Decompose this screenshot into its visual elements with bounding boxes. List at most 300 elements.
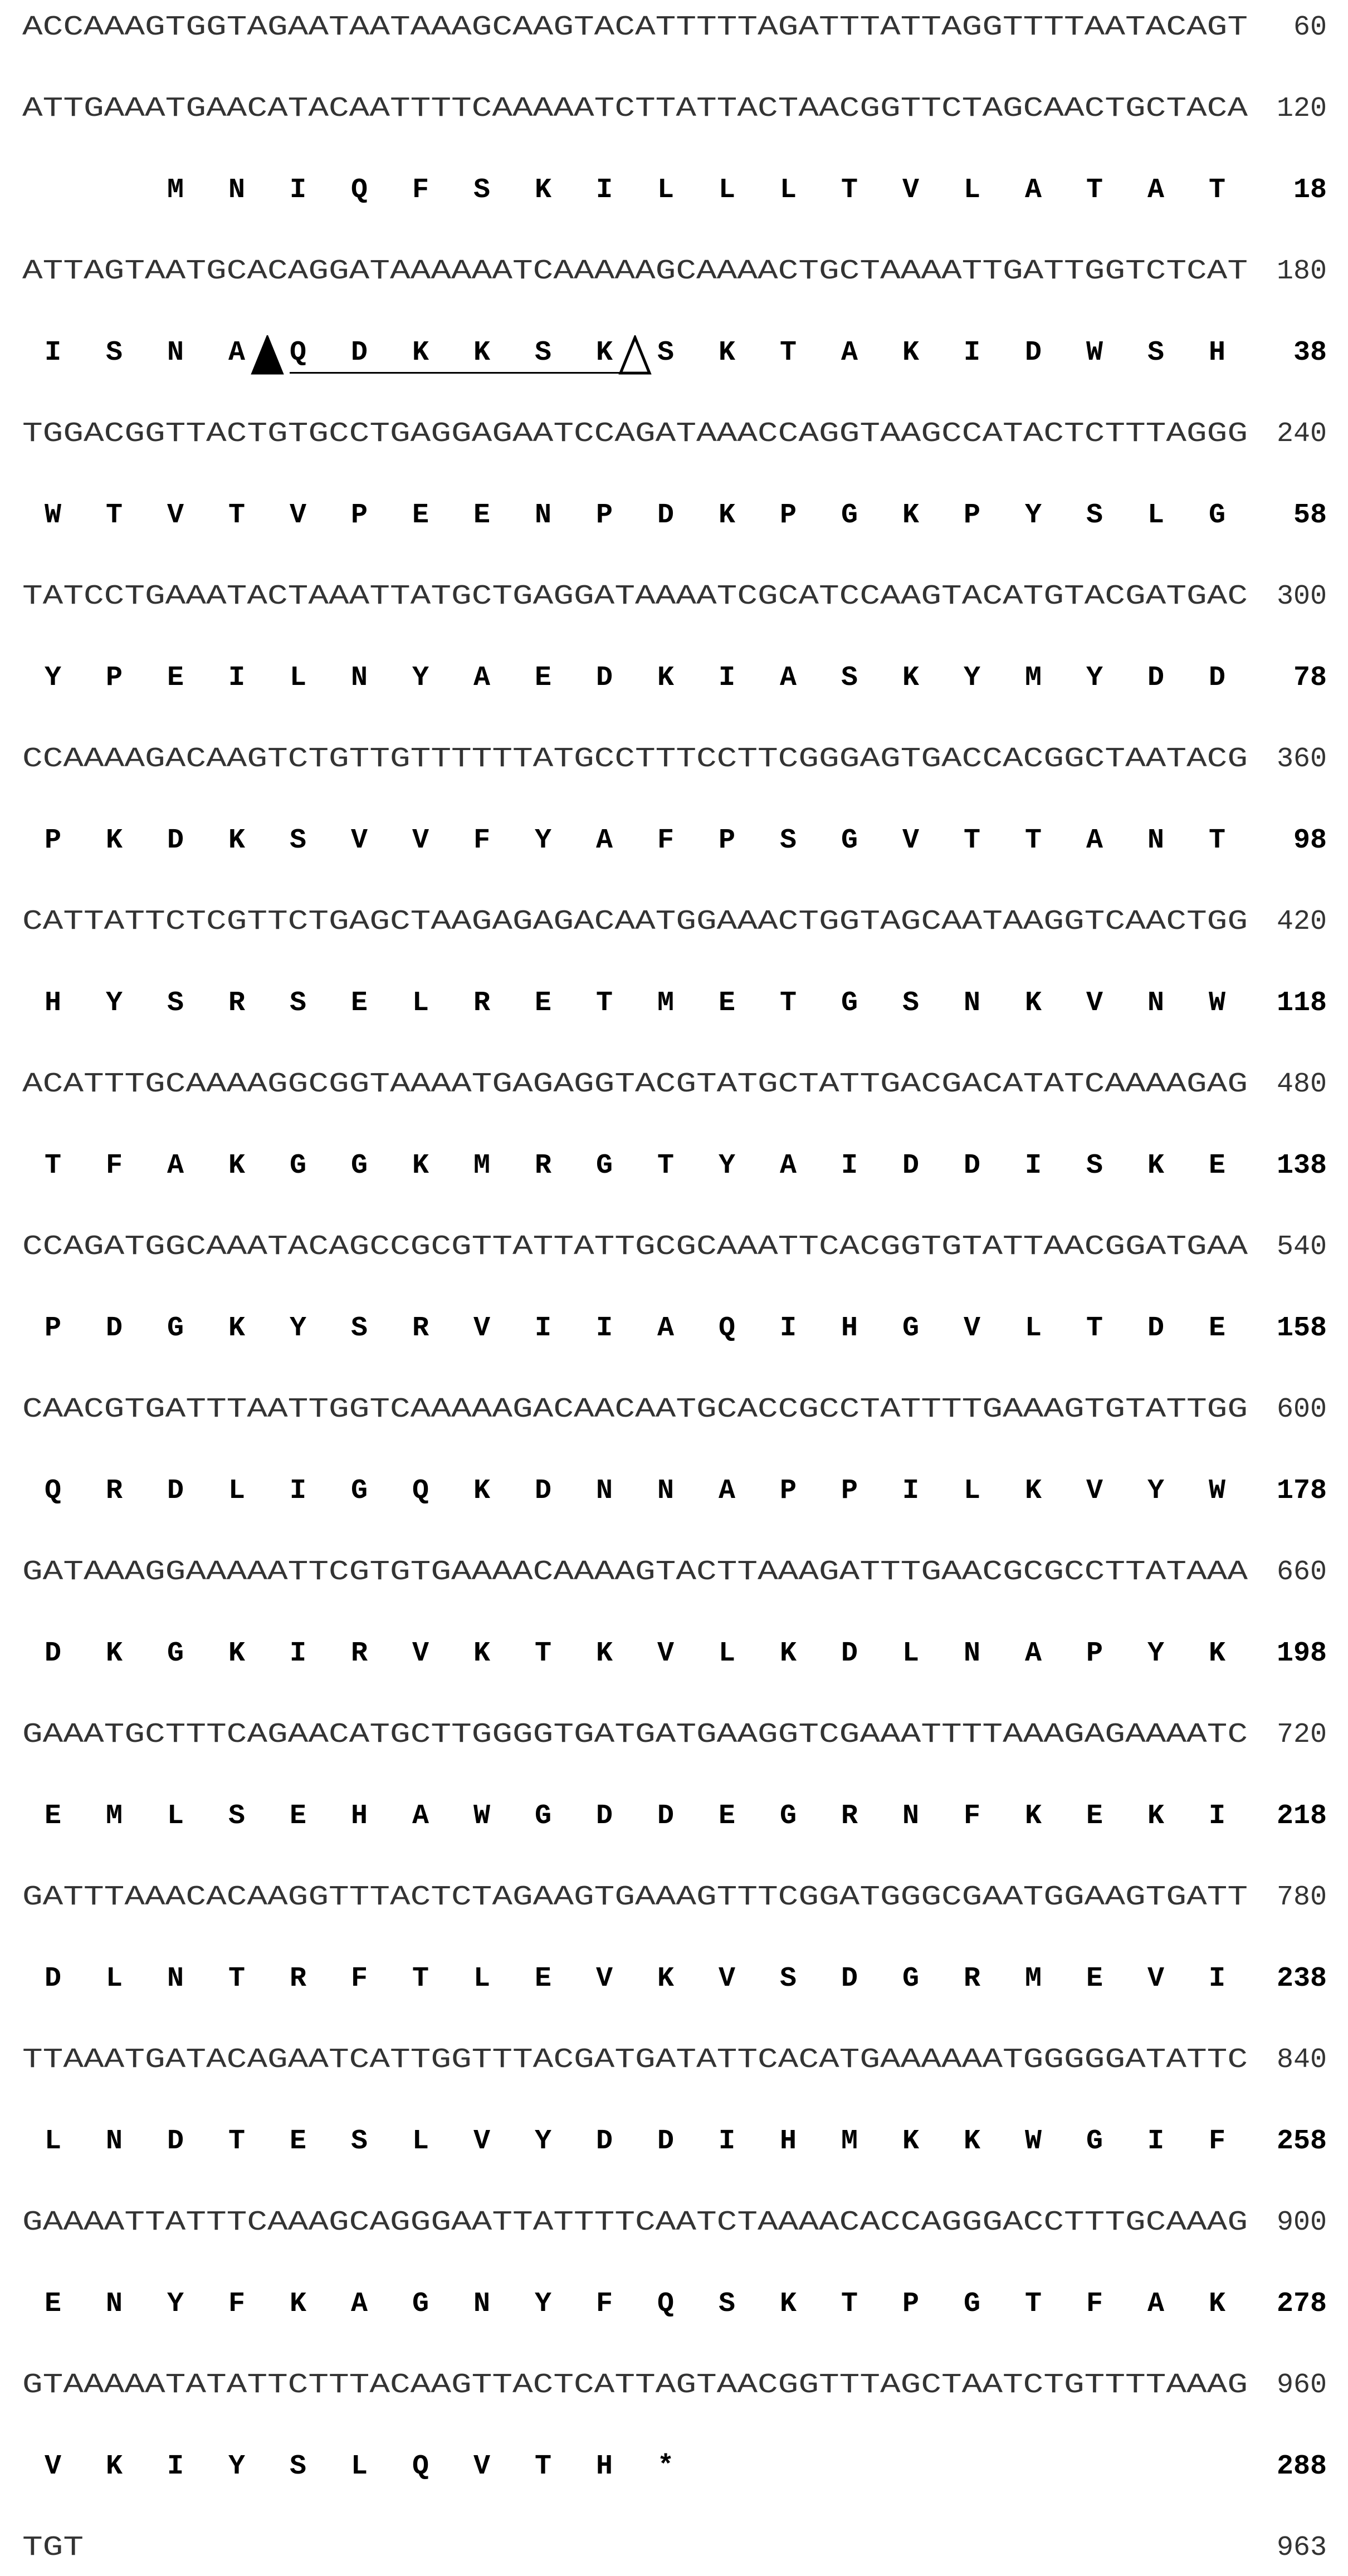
amino-acid: R <box>105 1475 123 1507</box>
amino-acid: K <box>473 337 490 369</box>
amino-acid: M <box>1024 662 1042 694</box>
amino-acid: T <box>841 174 858 206</box>
amino-acid: G <box>841 499 858 531</box>
amino-acid: D <box>534 1475 551 1507</box>
amino-acid: Y <box>1086 662 1103 694</box>
amino-acid: N <box>1147 825 1164 856</box>
amino-acid: P <box>1086 1638 1103 1669</box>
amino-acid: Y <box>718 1150 735 1182</box>
amino-acid: R <box>412 1313 429 1344</box>
amino-acid: D <box>44 1638 61 1669</box>
nucleotide-line <box>0 81 1348 137</box>
amino-acid: Y <box>1147 1475 1164 1507</box>
nucleotide-position-number: 300 <box>1276 581 1327 613</box>
amino-acid: D <box>44 1963 61 1995</box>
nucleotide-sequence: GAAAATTATTTCAAAGCAGGGAATTATTTTCAATCTAAAACACCAGGGACCTTTGCAAAG <box>22 2207 1248 2239</box>
amino-acid: S <box>718 2288 735 2320</box>
amino-acid: F <box>350 1963 368 1995</box>
amino-acid: D <box>350 337 368 369</box>
nucleotide-line <box>0 894 1348 950</box>
amino-acid: G <box>902 1963 919 1995</box>
residue-position-number: 78 <box>1293 662 1327 694</box>
amino-acid: I <box>595 174 613 206</box>
nucleotide-line <box>0 2033 1348 2088</box>
amino-acid: K <box>1208 1638 1225 1669</box>
amino-acid: K <box>1024 987 1042 1019</box>
amino-acid-line <box>0 163 1348 218</box>
amino-acid: L <box>228 1475 245 1507</box>
amino-acid: G <box>350 1150 368 1182</box>
amino-acid: R <box>963 1963 980 1995</box>
amino-acid: N <box>902 1800 919 1832</box>
amino-acid: H <box>1208 337 1225 369</box>
amino-acid: I <box>718 2126 735 2157</box>
amino-acid: A <box>1147 174 1164 206</box>
amino-acid: A <box>718 1475 735 1507</box>
nucleotide-sequence: GATTTAAACACAAGGTTTACTCTAGAAGTGAAAGTTTCGGATGGGCGAATGGAAGTGATT <box>22 1882 1248 1913</box>
amino-acid: D <box>841 1638 858 1669</box>
amino-acid: F <box>657 825 674 856</box>
amino-acid: N <box>534 499 551 531</box>
amino-acid: T <box>657 1150 674 1182</box>
amino-acid: I <box>718 662 735 694</box>
amino-acid: P <box>902 2288 919 2320</box>
amino-acid: G <box>534 1800 551 1832</box>
amino-acid: I <box>167 2451 184 2482</box>
amino-acid: E <box>1208 1313 1225 1344</box>
amino-acid: K <box>228 1150 245 1182</box>
nucleotide-line <box>0 569 1348 625</box>
amino-acid: L <box>44 2126 61 2157</box>
amino-acid: D <box>167 1475 184 1507</box>
nucleotide-sequence: TGGACGGTTACTGTGCCTGAGGAGAATCCAGATAAACCAGGTAAGCCATACTCTTTAGGG <box>22 418 1248 450</box>
amino-acid: A <box>167 1150 184 1182</box>
amino-acid: S <box>289 2451 306 2482</box>
residue-position-number: 178 <box>1276 1475 1327 1507</box>
amino-acid: V <box>595 1963 613 1995</box>
amino-acid: R <box>228 987 245 1019</box>
amino-acid: K <box>1208 2288 1225 2320</box>
amino-acid: T <box>534 2451 551 2482</box>
amino-acid: L <box>779 174 797 206</box>
amino-acid: K <box>718 337 735 369</box>
amino-acid: K <box>105 1638 123 1669</box>
amino-acid: P <box>350 499 368 531</box>
amino-acid: H <box>44 987 61 1019</box>
amino-acid: K <box>657 1963 674 1995</box>
amino-acid: D <box>657 2126 674 2157</box>
amino-acid-line <box>0 1626 1348 1682</box>
nucleotide-position-number: 720 <box>1276 1719 1327 1751</box>
amino-acid-line <box>0 1789 1348 1844</box>
amino-acid: Q <box>718 1313 735 1344</box>
amino-acid: D <box>105 1313 123 1344</box>
nucleotide-line <box>0 2358 1348 2413</box>
amino-acid: E <box>1086 1800 1103 1832</box>
amino-acid: T <box>228 1963 245 1995</box>
amino-acid: M <box>473 1150 490 1182</box>
amino-acid: I <box>289 174 306 206</box>
amino-acid: W <box>1208 987 1225 1019</box>
amino-acid: E <box>1086 1963 1103 1995</box>
nucleotide-position-number: 180 <box>1276 256 1327 287</box>
amino-acid: L <box>1147 499 1164 531</box>
amino-acid: L <box>718 1638 735 1669</box>
amino-acid: E <box>718 987 735 1019</box>
amino-acid: L <box>350 2451 368 2482</box>
nucleotide-sequence: ATTGAAATGAACATACAATTTTCAAAAATCTTATTACTAACGGTTCTAGCAACTGCTACA <box>22 93 1248 125</box>
amino-acid: D <box>657 1800 674 1832</box>
amino-acid: S <box>657 337 674 369</box>
amino-acid: L <box>902 1638 919 1669</box>
amino-acid: V <box>44 2451 61 2482</box>
amino-acid: L <box>963 1475 980 1507</box>
amino-acid: G <box>1086 2126 1103 2157</box>
amino-acid: P <box>44 825 61 856</box>
nucleotide-position-number: 960 <box>1276 2369 1327 2401</box>
amino-acid: I <box>779 1313 797 1344</box>
amino-acid: K <box>228 1638 245 1669</box>
amino-acid: W <box>44 499 61 531</box>
nucleotide-position-number: 900 <box>1276 2207 1327 2239</box>
nucleotide-sequence: CATTATTCTCGTTCTGAGCTAAGAGAGACAATGGAAACTGGTAGCAATAAGGTCAACTGG <box>22 906 1248 938</box>
amino-acid: G <box>1208 499 1225 531</box>
amino-acid: L <box>167 1800 184 1832</box>
amino-acid: K <box>1147 1800 1164 1832</box>
amino-acid: T <box>228 2126 245 2157</box>
amino-acid: D <box>167 825 184 856</box>
amino-acid: A <box>1024 174 1042 206</box>
amino-acid: T <box>779 987 797 1019</box>
amino-acid: N <box>1147 987 1164 1019</box>
amino-acid: D <box>595 662 613 694</box>
amino-acid: L <box>657 174 674 206</box>
amino-acid: G <box>350 1475 368 1507</box>
amino-acid: S <box>350 2126 368 2157</box>
amino-acid: S <box>1086 499 1103 531</box>
amino-acid: T <box>534 1638 551 1669</box>
amino-acid: S <box>289 825 306 856</box>
amino-acid: S <box>779 1963 797 1995</box>
amino-acid-line <box>0 2114 1348 2169</box>
residue-position-number: 118 <box>1276 987 1327 1019</box>
amino-acid: R <box>289 1963 306 1995</box>
nucleotide-line <box>0 1382 1348 1438</box>
amino-acid: L <box>105 1963 123 1995</box>
amino-acid: P <box>779 499 797 531</box>
amino-acid: E <box>167 662 184 694</box>
nucleotide-position-number: 60 <box>1293 12 1327 43</box>
residue-position-number: 278 <box>1276 2288 1327 2320</box>
amino-acid: A <box>473 662 490 694</box>
nucleotide-position-number: 420 <box>1276 906 1327 938</box>
amino-acid: I <box>963 337 980 369</box>
amino-acid: P <box>963 499 980 531</box>
amino-acid: Y <box>963 662 980 694</box>
amino-acid: W <box>1086 337 1103 369</box>
amino-acid: T <box>595 987 613 1019</box>
amino-acid: N <box>963 987 980 1019</box>
amino-acid: T <box>105 499 123 531</box>
residue-position-number: 18 <box>1293 174 1327 206</box>
amino-acid: N <box>105 2126 123 2157</box>
amino-acid: V <box>289 499 306 531</box>
amino-acid: E <box>289 2126 306 2157</box>
amino-acid: L <box>1024 1313 1042 1344</box>
amino-acid: G <box>841 825 858 856</box>
amino-acid-line <box>0 325 1348 381</box>
amino-acid: I <box>1024 1150 1042 1182</box>
nucleotide-sequence: CCAAAAGACAAGTCTGTTGTTTTTTATGCCTTTCCTTCGGGAGTGACCACGGCTAATACG <box>22 743 1248 775</box>
amino-acid: D <box>841 1963 858 1995</box>
amino-acid: * <box>657 2451 674 2482</box>
amino-acid: K <box>902 337 919 369</box>
amino-acid: G <box>963 2288 980 2320</box>
nucleotide-sequence: CCAGATGGCAAATACAGCCGCGTTATTATTGCGCAAATTCACGGTGTATTAACGGATGAA <box>22 1231 1248 1263</box>
amino-acid: Y <box>105 987 123 1019</box>
amino-acid: T <box>1208 174 1225 206</box>
amino-acid: S <box>1147 337 1164 369</box>
amino-acid: F <box>1208 2126 1225 2157</box>
amino-acid: S <box>1086 1150 1103 1182</box>
amino-acid: W <box>473 1800 490 1832</box>
amino-acid: K <box>105 2451 123 2482</box>
nucleotide-sequence: TATCCTGAAATACTAAATTATGCTGAGGATAAAATCGCATCCAAGTACATGTACGATGAC <box>22 581 1248 613</box>
amino-acid: V <box>1147 1963 1164 1995</box>
amino-acid: G <box>167 1638 184 1669</box>
amino-acid: K <box>718 499 735 531</box>
amino-acid: F <box>473 825 490 856</box>
nucleotide-position-number: 360 <box>1276 743 1327 775</box>
amino-acid: Y <box>534 2126 551 2157</box>
amino-acid: G <box>289 1150 306 1182</box>
amino-acid: A <box>412 1800 429 1832</box>
residue-position-number: 218 <box>1276 1800 1327 1832</box>
nucleotide-position-number: 780 <box>1276 1882 1327 1913</box>
amino-acid: G <box>902 1313 919 1344</box>
amino-acid: V <box>473 2451 490 2482</box>
amino-acid: G <box>412 2288 429 2320</box>
amino-acid: I <box>228 662 245 694</box>
amino-acid: K <box>473 1638 490 1669</box>
amino-acid: V <box>1086 1475 1103 1507</box>
amino-acid: K <box>1147 1150 1164 1182</box>
amino-acid: Q <box>44 1475 61 1507</box>
nucleotide-line <box>0 407 1348 462</box>
amino-acid: R <box>350 1638 368 1669</box>
nucleotide-sequence: GTAAAAATATATTCTTTACAAGTTACTCATTAGTAACGGTTTAGCTAATCTGTTTTAAAG <box>22 2369 1248 2401</box>
amino-acid: T <box>44 1150 61 1182</box>
residue-position-number: 98 <box>1293 825 1327 856</box>
amino-acid: Q <box>412 1475 429 1507</box>
amino-acid: K <box>1024 1475 1042 1507</box>
amino-acid-line <box>0 813 1348 869</box>
amino-acid: D <box>963 1150 980 1182</box>
nucleotide-sequence: CAACGTGATTTAATTGGTCAAAAAGACAACAATGCACCGCCTATTTTGAAAGTGTATTGG <box>22 1394 1248 1426</box>
amino-acid: F <box>963 1800 980 1832</box>
amino-acid: Y <box>228 2451 245 2482</box>
amino-acid: Y <box>534 825 551 856</box>
amino-acid: N <box>228 174 245 206</box>
amino-acid: L <box>289 662 306 694</box>
nucleotide-line <box>0 732 1348 787</box>
nucleotide-position-number: 240 <box>1276 418 1327 450</box>
amino-acid: P <box>779 1475 797 1507</box>
amino-acid: I <box>841 1150 858 1182</box>
amino-acid: I <box>44 337 61 369</box>
amino-acid: K <box>902 499 919 531</box>
amino-acid: Q <box>350 174 368 206</box>
amino-acid: V <box>473 2126 490 2157</box>
amino-acid: E <box>44 2288 61 2320</box>
amino-acid: V <box>718 1963 735 1995</box>
amino-acid: I <box>902 1475 919 1507</box>
amino-acid: E <box>534 1963 551 1995</box>
amino-acid: G <box>595 1150 613 1182</box>
amino-acid: T <box>1024 2288 1042 2320</box>
nucleotide-line <box>0 1545 1348 1600</box>
amino-acid: S <box>228 1800 245 1832</box>
amino-acid: S <box>902 987 919 1019</box>
amino-acid: Q <box>412 2451 429 2482</box>
amino-acid: K <box>595 1638 613 1669</box>
amino-acid: K <box>473 1475 490 1507</box>
amino-acid: K <box>228 825 245 856</box>
amino-acid-line <box>0 1463 1348 1519</box>
amino-acid: D <box>1147 1313 1164 1344</box>
amino-acid: A <box>595 825 613 856</box>
filled-triangle-icon <box>251 335 284 375</box>
amino-acid: E <box>718 1800 735 1832</box>
amino-acid: K <box>534 174 551 206</box>
amino-acid: E <box>412 499 429 531</box>
amino-acid: Y <box>1024 499 1042 531</box>
amino-acid: R <box>473 987 490 1019</box>
amino-acid: K <box>412 337 429 369</box>
amino-acid-line <box>0 1138 1348 1194</box>
amino-acid: A <box>1024 1638 1042 1669</box>
amino-acid: F <box>595 2288 613 2320</box>
amino-acid: R <box>841 1800 858 1832</box>
amino-acid: V <box>473 1313 490 1344</box>
amino-acid: D <box>902 1150 919 1182</box>
amino-acid: S <box>167 987 184 1019</box>
amino-acid: K <box>289 2288 306 2320</box>
amino-acid: G <box>841 987 858 1019</box>
amino-acid-line <box>0 976 1348 1031</box>
amino-acid: K <box>657 662 674 694</box>
nucleotide-position-number: 840 <box>1276 2044 1327 2076</box>
amino-acid: L <box>963 174 980 206</box>
amino-acid: K <box>902 2126 919 2157</box>
amino-acid: P <box>718 825 735 856</box>
nucleotide-line <box>0 1870 1348 1926</box>
amino-acid: F <box>1086 2288 1103 2320</box>
residue-position-number: 138 <box>1276 1150 1327 1182</box>
amino-acid: M <box>105 1800 123 1832</box>
amino-acid: N <box>963 1638 980 1669</box>
amino-acid: A <box>779 1150 797 1182</box>
amino-acid: V <box>412 1638 429 1669</box>
amino-acid: E <box>289 1800 306 1832</box>
residue-position-number: 38 <box>1293 337 1327 369</box>
amino-acid: H <box>779 2126 797 2157</box>
amino-acid: T <box>1086 174 1103 206</box>
amino-acid: K <box>228 1313 245 1344</box>
amino-acid: F <box>228 2288 245 2320</box>
amino-acid: Y <box>412 662 429 694</box>
amino-acid: T <box>1024 825 1042 856</box>
amino-acid: S <box>779 825 797 856</box>
amino-acid: Y <box>289 1313 306 1344</box>
nucleotide-sequence: TGT <box>22 2532 84 2564</box>
amino-acid: P <box>841 1475 858 1507</box>
amino-acid: D <box>167 2126 184 2157</box>
amino-acid-line <box>0 488 1348 543</box>
residue-position-number: 238 <box>1276 1963 1327 1995</box>
nucleotide-sequence: ATTAGTAATGCACAGGATAAAAAATCAAAAAGCAAAACTGCTAAAATTGATTGGTCTCAT <box>22 256 1248 287</box>
residue-position-number: 288 <box>1276 2451 1327 2482</box>
amino-acid: K <box>779 1638 797 1669</box>
amino-acid: T <box>228 499 245 531</box>
amino-acid: L <box>473 1963 490 1995</box>
amino-acid: V <box>902 825 919 856</box>
amino-acid: V <box>412 825 429 856</box>
amino-acid: Q <box>657 2288 674 2320</box>
amino-acid: T <box>1086 1313 1103 1344</box>
amino-acid: T <box>1208 825 1225 856</box>
amino-acid: Y <box>167 2288 184 2320</box>
amino-acid: K <box>595 337 613 369</box>
amino-acid: N <box>350 662 368 694</box>
amino-acid: N <box>657 1475 674 1507</box>
nucleotide-position-number: 540 <box>1276 1231 1327 1263</box>
amino-acid-line <box>0 2439 1348 2495</box>
amino-acid: D <box>1208 662 1225 694</box>
nucleotide-position-number: 963 <box>1276 2532 1327 2564</box>
amino-acid: A <box>228 337 245 369</box>
amino-acid: D <box>595 2126 613 2157</box>
amino-acid: S <box>473 174 490 206</box>
nucleotide-sequence: GATAAAGGAAAAATTCGTGTGAAAACAAAAGTACTTAAAGATTTGAACGCGCCTTATAAA <box>22 1556 1248 1588</box>
amino-acid: A <box>841 337 858 369</box>
amino-acid: S <box>534 337 551 369</box>
amino-acid: K <box>902 662 919 694</box>
amino-acid: E <box>534 987 551 1019</box>
amino-acid: A <box>350 2288 368 2320</box>
amino-acid: H <box>841 1313 858 1344</box>
amino-acid: E <box>473 499 490 531</box>
amino-acid: Q <box>289 337 306 369</box>
nucleotide-line <box>0 1057 1348 1113</box>
amino-acid: V <box>350 825 368 856</box>
amino-acid: W <box>1208 1475 1225 1507</box>
amino-acid: P <box>105 662 123 694</box>
amino-acid-line <box>0 650 1348 706</box>
nucleotide-sequence: ACATTTGCAAAAGGCGGTAAAATGAGAGGTACGTATGCTATTGACGACATATCAAAAGAG <box>22 1069 1248 1100</box>
amino-acid: L <box>718 174 735 206</box>
amino-acid: H <box>350 1800 368 1832</box>
amino-acid: A <box>1086 825 1103 856</box>
amino-acid: A <box>779 662 797 694</box>
amino-acid: L <box>412 2126 429 2157</box>
amino-acid: A <box>657 1313 674 1344</box>
amino-acid: L <box>412 987 429 1019</box>
residue-position-number: 258 <box>1276 2126 1327 2157</box>
amino-acid: E <box>1208 1150 1225 1182</box>
amino-acid: M <box>167 174 184 206</box>
nucleotide-position-number: 660 <box>1276 1556 1327 1588</box>
